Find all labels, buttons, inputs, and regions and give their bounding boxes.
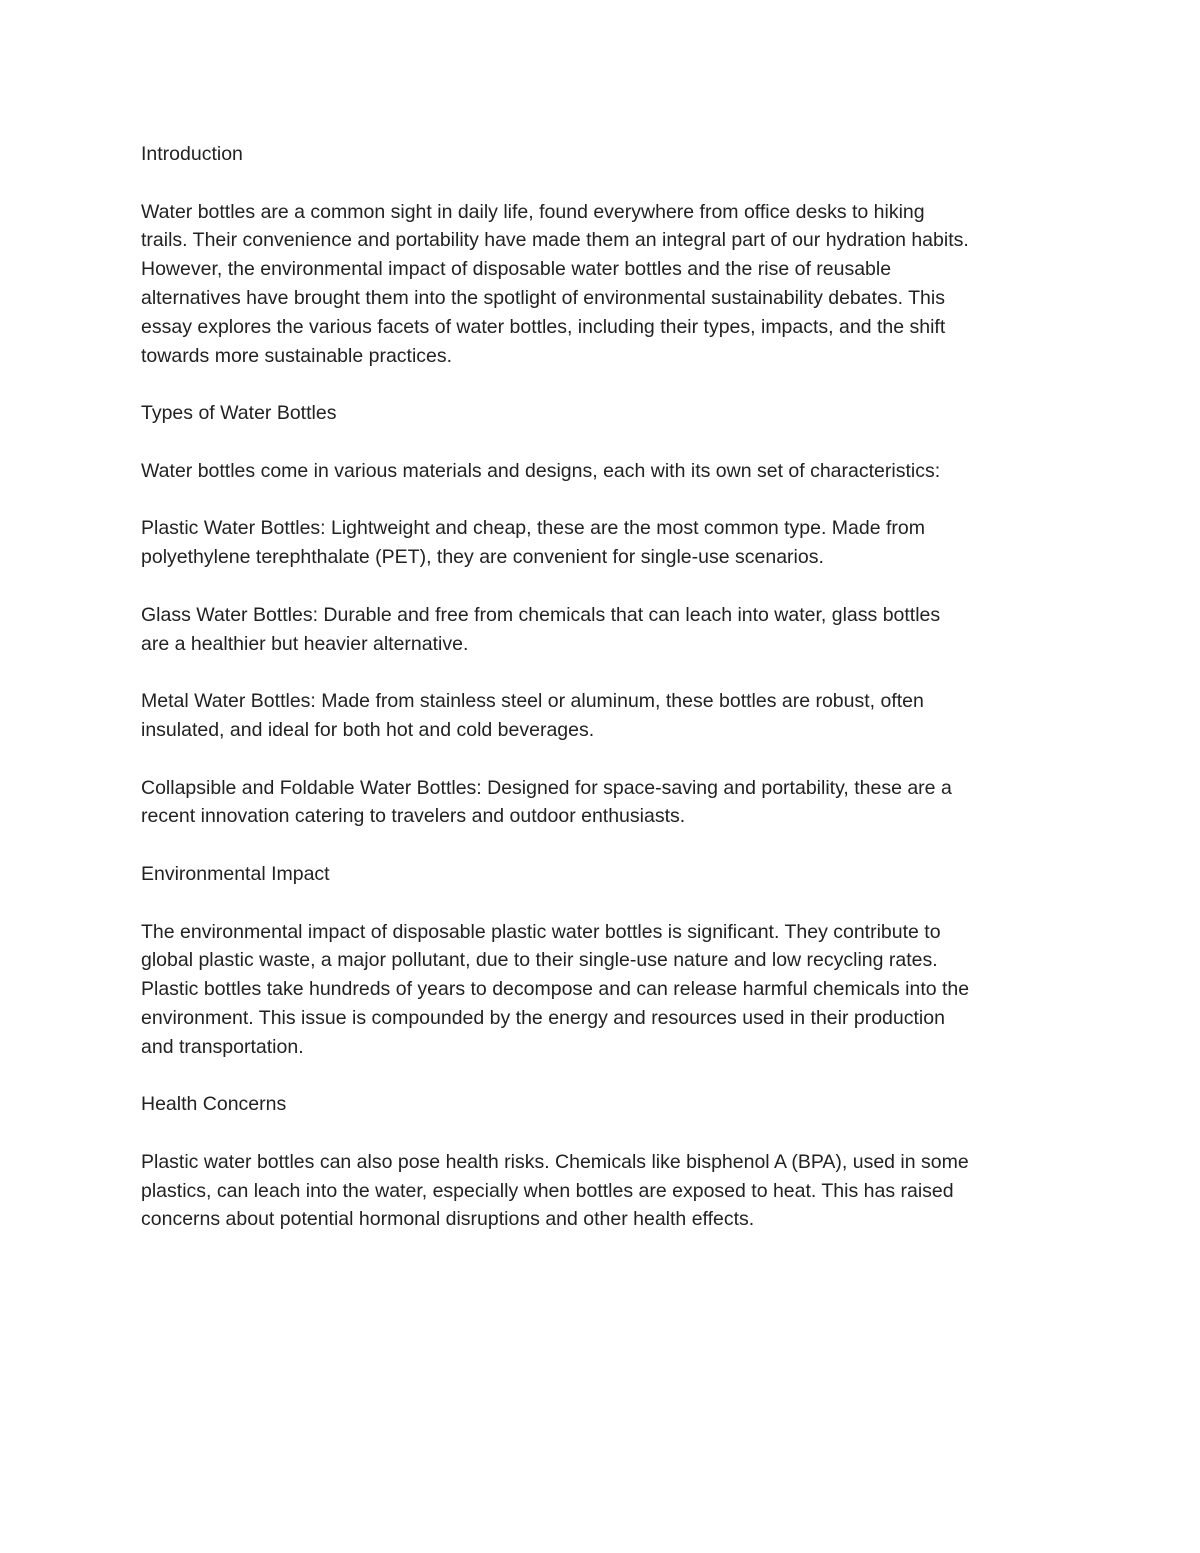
- text-line: Plastic water bottles can also pose health risks. Chemicals like bisphenol A (BPA), used in some: [141, 1150, 969, 1173]
- text-line: global plastic waste, a major pollutant, due to their single-use nature and low recycling rates.: [141, 949, 938, 972]
- text-line: polyethylene terephthalate (PET), they are convenient for single-use scenarios.: [141, 546, 824, 569]
- section-heading-health-concerns: Health Concerns: [141, 1093, 287, 1116]
- text-line: insulated, and ideal for both hot and cold beverages.: [141, 718, 595, 741]
- types-intro-paragraph: [141, 457, 1071, 486]
- text-line: Metal Water Bottles: Made from stainless steel or aluminum, these bottles are robust, often: [141, 690, 924, 713]
- section-heading-introduction: Introduction: [141, 143, 243, 165]
- glass-bottles-paragraph: [141, 601, 1071, 659]
- text-line: Water bottles come in various materials and designs, each with its own set of characteristics:: [141, 459, 941, 482]
- text-line: concerns about potential hormonal disruptions and other health effects.: [141, 1208, 755, 1231]
- collapsible-bottles-paragraph: [141, 774, 1071, 832]
- text-line: recent innovation catering to travelers and outdoor enthusiasts.: [141, 805, 686, 828]
- text-line: Plastic Water Bottles: Lightweight and cheap, these are the most common type. Made from: [141, 517, 925, 540]
- text-line: are a healthier but heavier alternative.: [141, 632, 469, 655]
- section-heading-environmental-impact: Environmental Impact: [141, 862, 330, 885]
- text-line: However, the environmental impact of disposable water bottles and the rise of reusable: [141, 258, 892, 281]
- text-line: environment. This issue is compounded by the energy and resources used in their production: [141, 1006, 945, 1029]
- text-line: The environmental impact of disposable plastic water bottles is significant. They contribute to: [141, 920, 941, 943]
- text-line: Water bottles are a common sight in daily life, found everywhere from office desks to hiking: [141, 200, 925, 223]
- metal-bottles-paragraph: [141, 687, 1071, 745]
- text-line: Plastic bottles take hundreds of years to decompose and can release harmful chemicals into the: [141, 978, 970, 1001]
- document-page: [141, 140, 1071, 1263]
- text-line: towards more sustainable practices.: [141, 344, 453, 367]
- text-line: Collapsible and Foldable Water Bottles: Designed for space-saving and portability, these are a: [141, 776, 952, 799]
- text-line: Glass Water Bottles: Durable and free from chemicals that can leach into water, glass bottles: [141, 603, 941, 626]
- text-line: essay explores the various facets of water bottles, including their types, impacts, and the shift: [141, 315, 946, 338]
- health-concerns-paragraph: [141, 1148, 1071, 1234]
- introduction-paragraph: [141, 198, 1071, 371]
- text-line: trails. Their convenience and portability have made them an integral part of our hydration habits.: [141, 229, 969, 252]
- section-heading-types: Types of Water Bottles: [141, 402, 337, 425]
- environmental-impact-paragraph: [141, 918, 1071, 1062]
- text-line: plastics, can leach into the water, especially when bottles are exposed to heat. This has raised: [141, 1179, 954, 1202]
- plastic-bottles-paragraph: [141, 514, 1071, 572]
- text-line: alternatives have brought them into the spotlight of environmental sustainability debates. This: [141, 286, 945, 309]
- text-line: and transportation.: [141, 1035, 304, 1058]
